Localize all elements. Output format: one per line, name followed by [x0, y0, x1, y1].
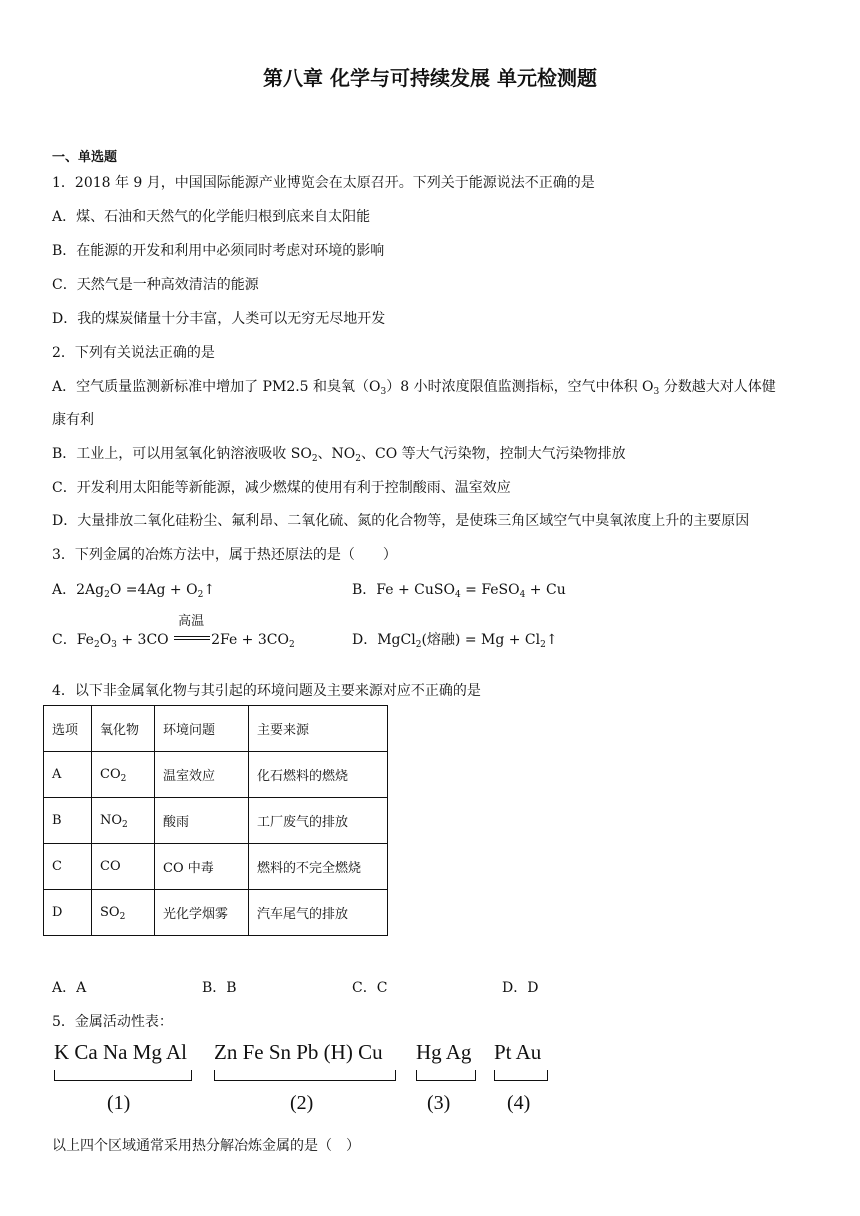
q5-stem: 5．金属活动性表： — [52, 1014, 173, 1030]
region-label-1: (1) — [107, 1092, 131, 1114]
q3-option-a: A．$2Ag_2O =4Ag$ + $O_2↑$ — [52, 582, 216, 600]
table-cell: 温室效应 — [155, 752, 249, 798]
q4-stem: 4．以下非金属氧化物与其引起的环境问题及主要来源对应不正确的是 — [52, 683, 481, 699]
page-title: 第八章 化学与可持续发展 单元检测题 — [263, 66, 597, 90]
region-label-2: (2) — [290, 1092, 314, 1114]
oxide-table — [43, 705, 388, 936]
q4-choice-d: D．D — [502, 980, 539, 996]
header-cell: 环境问题 — [155, 706, 249, 752]
table-cell: C — [44, 844, 92, 890]
metal-activity-series — [52, 1040, 572, 1120]
q1-option-c: C．天然气是一种高效清洁的能源 — [52, 277, 259, 293]
q1-option-d: D．我的煤炭储量十分丰富，人类可以无穷无尽地开发 — [52, 311, 386, 327]
bracket-1 — [54, 1070, 192, 1081]
q4-choice-b: B．B — [202, 980, 237, 996]
table-row — [44, 752, 388, 798]
q2-stem: 2．下列有关说法正确的是 — [52, 345, 215, 361]
q4-choice-a: A．A — [52, 980, 87, 996]
q1-option-b: B．在能源的开发和利用中必须同时考虑对环境的影响 — [52, 243, 385, 259]
table-cell: 化石燃料的燃烧 — [249, 752, 388, 798]
q3-stem: 3．下列金属的冶炼方法中，属于热还原法的是（ ） — [52, 547, 397, 563]
table-cell: 光化学烟雾 — [155, 890, 249, 936]
q1-option-a: A．煤、石油和天然气的化学能归根到底来自太阳能 — [52, 209, 371, 225]
header-cell: 氧化物 — [92, 706, 155, 752]
bracket-3 — [416, 1070, 476, 1081]
q2-option-a: A．空气质量监测新标准中增加了 PM2.5 和臭氧$(O_3)8$ 小时浓度限值监测指标，空气中体积 $O_3$ 分数越大对人体健 — [52, 379, 776, 397]
q5-question: 以上四个区域通常采用热分解冶炼金属的是（ ） — [52, 1138, 360, 1154]
q3-option-d: D．MgCl$_2$(熔融) = $Mg + Cl_2↑$ — [352, 632, 558, 650]
table-cell: A — [44, 752, 92, 798]
q3-option-c: C．$Fe_2O_3 + 3CO$ 高温 $2Fe + 3CO_2$ — [52, 629, 295, 649]
table-cell: $CO_2$ — [92, 752, 155, 798]
table-row — [44, 844, 388, 890]
header-cell: 选项 — [44, 706, 92, 752]
table-cell: $NO_2$ — [92, 798, 155, 844]
table-row — [44, 890, 388, 936]
q3-option-b: B．Fe + CuSO$_4$ = FeSO$_4$ + Cu — [352, 582, 566, 600]
reaction-condition: 高温 — [178, 614, 205, 629]
q2-option-b: B．工业上，可以用氢氧化钠溶液吸收 $SO_2$、$NO_2$、CO 等大气污染物，控制大气污染物排放 — [52, 446, 626, 464]
table-cell: D — [44, 890, 92, 936]
table-row — [44, 798, 388, 844]
q2-option-a-cont: 康有利 — [52, 412, 94, 428]
q4-choice-c: C．C — [352, 980, 388, 996]
bracket-4 — [494, 1070, 548, 1081]
region-label-4: (4) — [507, 1092, 531, 1114]
table-cell: $SO_2$ — [92, 890, 155, 936]
table-cell: CO — [92, 844, 155, 890]
table-cell: CO 中毒 — [155, 844, 249, 890]
table-cell: 工厂废气的排放 — [249, 798, 388, 844]
metal-group-1: K Ca Na Mg Al — [54, 1040, 187, 1064]
table-cell: 燃料的不完全燃烧 — [249, 844, 388, 890]
metal-group-4: Pt Au — [494, 1040, 542, 1064]
metal-group-3: Hg Ag — [416, 1040, 472, 1064]
q2-option-d: D．大量排放二氧化硅粉尘、氟利昂、二氧化硫、氮的化合物等，是使珠三角区域空气中臭氧浓度上升的主要原因 — [52, 513, 750, 529]
metal-group-2: Zn Fe Sn Pb (H) Cu — [214, 1040, 383, 1064]
section-heading: 一、单选题 — [52, 150, 118, 165]
bracket-2 — [214, 1070, 396, 1081]
table-cell: 酸雨 — [155, 798, 249, 844]
equals-sign — [174, 636, 210, 640]
q2-option-c: C．开发利用太阳能等新能源，减少燃煤的使用有利于控制酸雨、温室效应 — [52, 480, 511, 496]
table-cell: 汽车尾气的排放 — [249, 890, 388, 936]
q1-stem: 1．2018 年 9 月，中国国际能源产业博览会在太原召开。下列关于能源说法不正确的是 — [52, 175, 595, 191]
table-cell: B — [44, 798, 92, 844]
header-cell: 主要来源 — [249, 706, 388, 752]
table-header-row — [44, 706, 388, 752]
region-label-3: (3) — [427, 1092, 451, 1114]
